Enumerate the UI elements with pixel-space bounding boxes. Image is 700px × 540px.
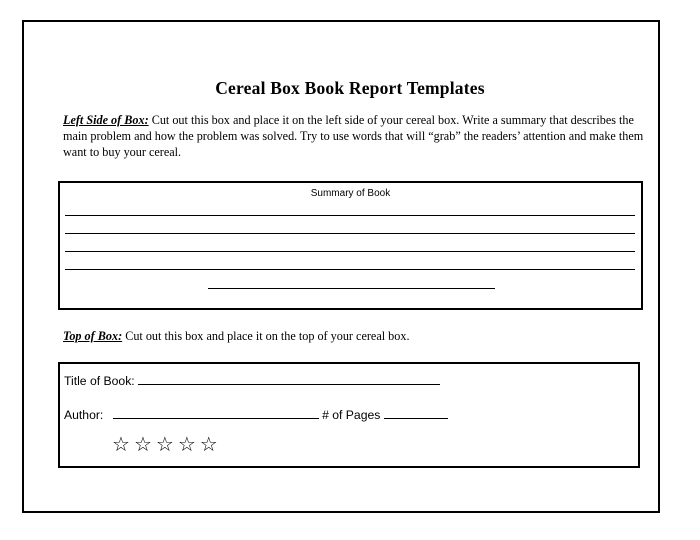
summary-line-1[interactable]	[65, 215, 635, 216]
left-side-instructions	[63, 112, 648, 160]
author-field	[64, 406, 448, 422]
star-1-icon[interactable]: ☆	[112, 432, 134, 456]
star-2-icon[interactable]: ☆	[133, 432, 156, 456]
top-box	[58, 362, 640, 468]
left-side-lead: Left Side of Box:	[63, 113, 149, 127]
author-label: Author:	[64, 408, 104, 422]
summary-heading: Summary of Book	[310, 188, 391, 199]
top-side-text: Cut out this box and place it on the top of your cereal box.	[122, 329, 410, 343]
title-field	[64, 372, 440, 388]
summary-line-4[interactable]	[65, 269, 635, 270]
star-3-icon[interactable]: ☆	[155, 432, 178, 456]
star-5-icon[interactable]: ☆	[199, 432, 222, 456]
top-side-instructions	[63, 328, 648, 344]
pages-blank[interactable]	[384, 406, 448, 419]
summary-line-3[interactable]	[65, 251, 635, 252]
title-blank[interactable]	[138, 372, 440, 385]
summary-box	[58, 181, 643, 310]
page-title: Cereal Box Book Report Templates	[215, 78, 485, 98]
pages-label: # of Pages	[322, 408, 381, 422]
top-side-lead: Top of Box:	[63, 329, 123, 343]
title-label: Title of Book:	[64, 374, 135, 388]
left-side-text: Cut out this box and place it on the left side of your cereal box. Write a summary that describes the main problem and how the problem was solved. Try to use words that will “grab” the readers’ attention and make them want to buy your cereal.	[63, 113, 644, 159]
author-blank[interactable]	[113, 406, 319, 419]
rating-stars	[112, 432, 222, 456]
star-4-icon[interactable]: ☆	[177, 432, 200, 456]
summary-line-5[interactable]	[208, 288, 495, 289]
summary-line-2[interactable]	[65, 233, 635, 234]
